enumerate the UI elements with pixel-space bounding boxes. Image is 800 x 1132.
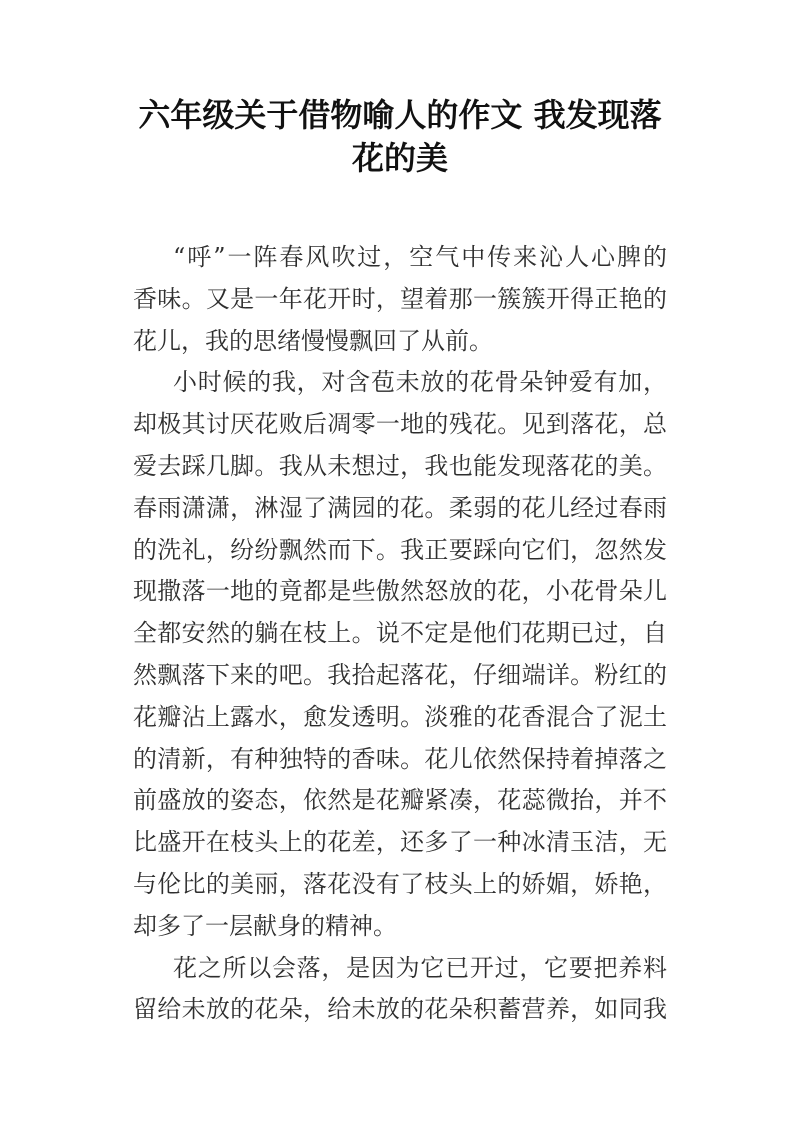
- text-line: “呼”一阵春风吹过，空气中传来沁人心脾的: [173, 243, 667, 271]
- text-line: 的清新，有种独特的香味。花儿依然保持着掉落之: [133, 744, 667, 773]
- text-line: 留给未放的花朵，给未放的花朵积蓄营养，如同我: [133, 995, 667, 1024]
- text-line: 然飘落下来的吧。我拾起落花，仔细端详。粉红的: [133, 660, 667, 689]
- text-line: 爱去踩几脚。我从未想过，我也能发现落花的美。: [133, 451, 667, 480]
- text-line: 与伦比的美丽，落花没有了枝头上的娇媚，娇艳，: [133, 869, 667, 898]
- paragraph: [133, 237, 667, 362]
- title-line: 花的美: [351, 139, 448, 177]
- text-line: 却极其讨厌花败后凋零一地的残花。见到落花，总: [133, 410, 667, 439]
- paragraph: [133, 362, 667, 947]
- text-line: 前盛放的姿态，依然是花瓣紧凑，花蕊微抬，并不: [133, 786, 667, 815]
- document-title: [0, 94, 800, 180]
- text-line: 花之所以会落，是因为它已开过，它要把养料: [173, 953, 667, 982]
- text-line: 花瓣沾上露水，愈发透明。淡雅的花香混合了泥土: [133, 702, 667, 731]
- title-line: 六年级关于借物喻人的作文 我发现落: [138, 96, 662, 134]
- text-line: 春雨潇潇，淋湿了满园的花。柔弱的花儿经过春雨: [133, 493, 667, 522]
- text-line: 小时候的我，对含苞未放的花骨朵钟爱有加，: [173, 368, 667, 397]
- text-line: 比盛开在枝头上的花差，还多了一种冰清玉洁，无: [133, 828, 667, 857]
- text-line: 现撒落一地的竟都是些傲然怒放的花，小花骨朵儿: [133, 577, 667, 606]
- text-line: 香味。又是一年花开时，望着那一簇簇开得正艳的: [133, 284, 667, 313]
- text-line: 的洗礼，纷纷飘然而下。我正要踩向它们，忽然发: [133, 535, 667, 564]
- text-line: 全都安然的躺在枝上。说不定是他们花期已过，自: [133, 619, 667, 648]
- text-line: 花儿，我的思绪慢慢飘回了从前。: [133, 326, 493, 355]
- text-line: 却多了一层献身的精神。: [133, 911, 397, 940]
- paragraph: [133, 948, 667, 1032]
- document-body: [133, 237, 667, 1031]
